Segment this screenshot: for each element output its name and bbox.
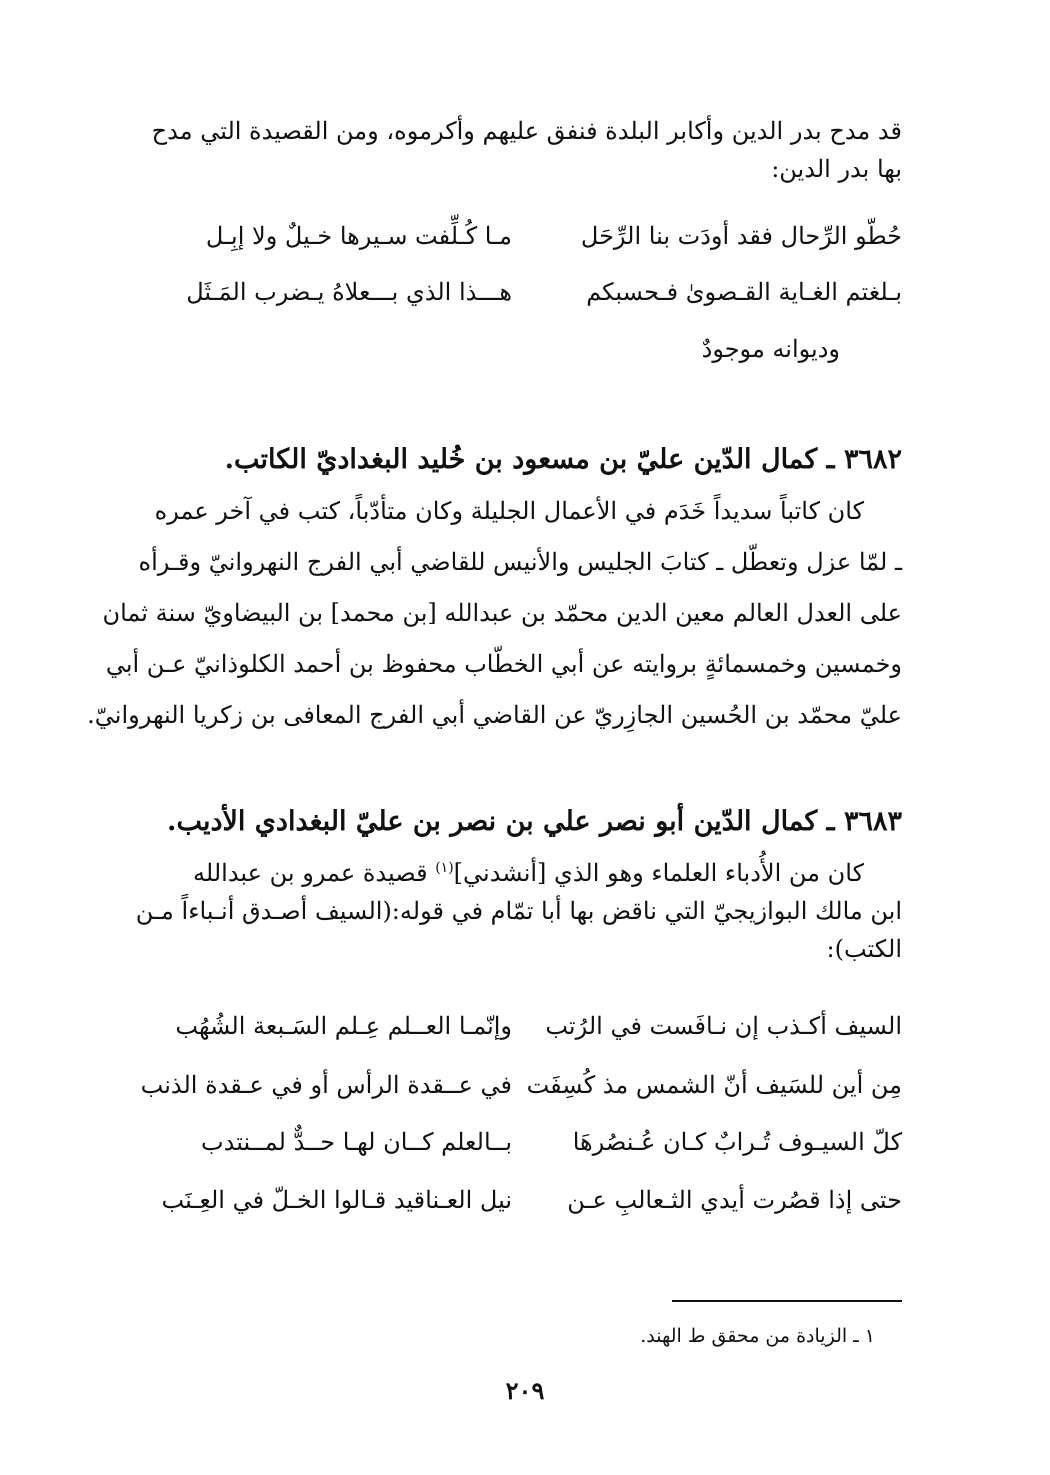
- poem-verse: [142, 1180, 902, 1220]
- intro-paragraph: [142, 112, 902, 188]
- poem-verse: [142, 1065, 902, 1105]
- verse-first-hemistich: حتى إذا قصُرت أيدي الثـعالبِ عـن: [567, 1186, 902, 1214]
- entry-line: الكتب):: [826, 935, 902, 963]
- entry-line: وخمسين وخمسمائةٍ بروايته عن أبي الخطّاب محفوظ بن أحمد الكلوذانيّ عـن أبي: [105, 650, 902, 678]
- verse-first-hemistich: كلّ السيـوف تُـرابٌ كـان عُـنصُرهَا: [572, 1128, 902, 1156]
- verse-second-hemistich: وإنّمـا العــلم عِـلم السَـبعة الشُهُب: [175, 1012, 512, 1040]
- entry-line: [142, 854, 902, 892]
- footnote-divider: [672, 1300, 902, 1302]
- entry-body: [135, 854, 902, 968]
- entry-heading: ٣٦٨٢ ـ كمال الدّين عليّ بن مسعود بن خُليد البغداديّ الكاتب.: [224, 444, 902, 475]
- footnote-reference: (١): [435, 860, 454, 876]
- entry-line-text: قصيدة عمرو بن عبدالله: [193, 859, 436, 887]
- intro-line: بها بدر الدين:: [771, 155, 902, 183]
- poem-verse: [142, 216, 902, 256]
- entry-heading: ٣٦٨٣ ـ كمال الدّين أبو نصر علي بن نصر بن عليّ البغدادي الأديب.: [167, 806, 902, 837]
- entry-body: [87, 492, 902, 734]
- verse-second-hemistich: مـا كُـلِّفت سـيرها خـيلٌ ولا إبِـل: [205, 222, 512, 250]
- page-number: ٢٠٩: [505, 1376, 545, 1405]
- entry-line: كان كاتباً سديداً خَدَم في الأعمال الجليلة وكان متأدّباً، كتب في آخر عمره: [154, 497, 864, 525]
- intro-closing: [240, 330, 840, 368]
- entry-line: عليّ محمّد بن الحُسين الجازِريّ عن القاضي أبي الفرج المعافى بن زكريا النهروانيّ.: [87, 701, 902, 729]
- footnote: ١ ـ الزيادة من محقق ط الهند.: [640, 1325, 875, 1347]
- entry-line: على العدل العالم معين الدين محمّد بن عبدالله [بن محمد] بن البيضاويّ سنة ثمان: [102, 599, 902, 627]
- poem-verse: [142, 1122, 902, 1162]
- verse-first-hemistich: حُطّو الرِّحال فقد أودَت بنا الرِّحَل: [580, 222, 902, 250]
- verse-second-hemistich: في عــقدة الرأس أو في عـقدة الذنب: [140, 1071, 512, 1099]
- verse-first-hemistich: بـلغتم الغـاية القـصوىٰ فـحسبكم: [586, 278, 902, 306]
- entry-line: ـ لمّا عزل وتعطّل ـ كتابَ الجليس والأنيس للقاضي أبي الفرج النهروانيّ وقـرأه: [138, 548, 902, 576]
- verse-second-hemistich: بــالعلم كــان لهـا حــدٌّ لمــنتدب: [201, 1128, 512, 1156]
- entry-line: ابن مالك البوازيجيّ التي ناقض بها أبا تمّام في قوله:(السيف أصـدق أنـباءاً مـن: [135, 897, 902, 925]
- verse-first-hemistich: السيف أكـذب إن نـافَست في الرُتب: [545, 1012, 902, 1040]
- poem-verse: [142, 1006, 902, 1046]
- poem-verse: [142, 272, 902, 312]
- entry-line-text: كان من الأُدباء العلماء وهو الذي [أنشدني]: [453, 859, 864, 887]
- verse-second-hemistich: هـــذا الذي بـــعلاهُ يـضرب المَـثَل: [186, 278, 512, 306]
- verse-first-hemistich: مِن أين للسَيف أنّ الشمس مذ كُسِفَت: [526, 1071, 902, 1099]
- intro-line: قد مدح بدر الدين وأكابر البلدة فنفق عليهم وأكرموه، ومن القصيدة التي مدح: [151, 117, 902, 145]
- verse-second-hemistich: نيل العـناقيد قـالوا الخـلّ في العِـنَب: [161, 1186, 512, 1214]
- closing-line: وديوانه موجودٌ: [701, 335, 840, 363]
